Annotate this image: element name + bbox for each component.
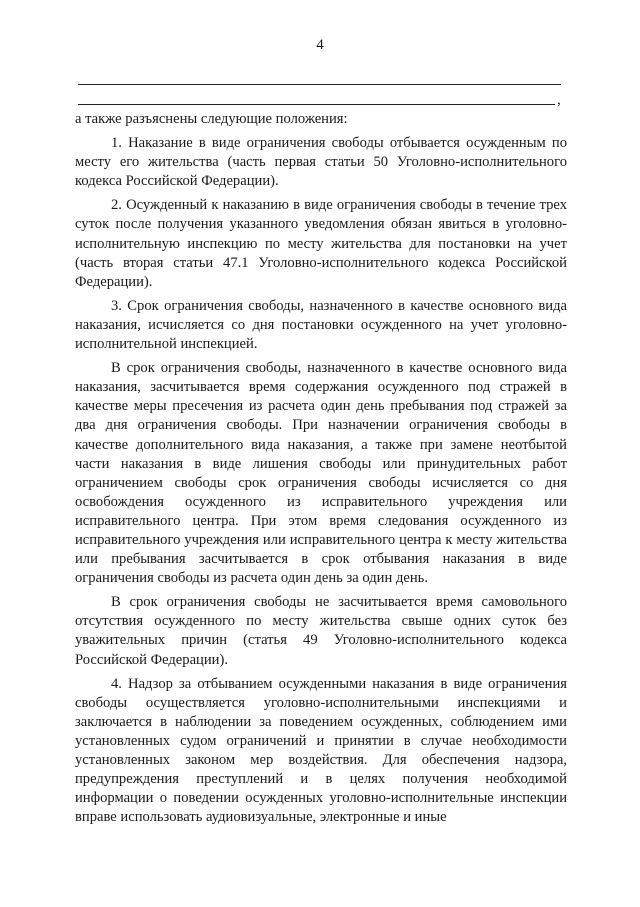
paragraph-3-absence-rule: В срок ограничения свободы не засчитывается время самовольного отсутствия осужденного по месту жительства свыше одних суток без уважительных причин (статья 49 Уголовно-исполнительного кодекса Российской Федерации). xyxy=(75,594,567,668)
intro-line: а также разъяснены следующие положения: xyxy=(75,111,348,127)
page-number: 4 xyxy=(316,37,324,53)
paragraph-1: 1. Наказание в виде ограничения свободы отбывается осужденным по месту его жительства (часть первая статьи 50 Уголовно-исполнительного кодекса Российской Федерации). xyxy=(75,135,567,190)
paragraph-3-detention-credit: В срок ограничения свободы, назначенного в качестве основного вида наказания, засчитывается время содержания осужденного под стражей в качестве меры пресечения из расчета один день пребывания под стражей за два дня ограничения свободы. При назначении ограничения свободы в качестве дополнительного вида наказания, а также при замене неотбытой части наказания в виде лишения свободы или принудительных работ ограничением свободы срок ограничения свободы исчисляется со дня освобождения осужденного из исправительного учреждения или исправительного центра. При этом время следования осужденного из исправительного учреждения или исправительного центра к месту жительства или пребывания засчитывается в срок отбывания наказания в виде ограничения свободы из расчета один день за один день. xyxy=(75,360,567,587)
blank-fill-line-1 xyxy=(78,84,561,85)
paragraph-3: 3. Срок ограничения свободы, назначенного в качестве основного вида наказания, исчисляется со дня постановки осужденного на учет уголовно-исполнительной инспекцией. xyxy=(75,297,567,353)
document-body xyxy=(75,110,567,832)
paragraph-2: 2. Осужденный к наказанию в виде ограничения свободы в течение трех суток после получения указанного уведомления обязан явиться в уголовно-исполнительную инспекцию по месту жительства для постановки на учет (часть вторая статьи 47.1 Уголовно-исполнительного кодекса Российской Федерации). xyxy=(75,197,567,290)
blank-fill-line-2 xyxy=(78,104,555,105)
trailing-comma: , xyxy=(557,92,561,108)
paragraph-4: 4. Надзор за отбыванием осужденными наказания в виде ограничения свободы осуществляется уголовно-исполнительными инспекциями и заключается в наблюдении за поведением осужденных, соблюдением ими установленных судом ограничений и принятии в случае необходимости установленных законом мер воздействия. Для обеспечения надзора, предупреждения преступлений и в целях получения необходимой информации о поведении осужденных уголовно-исполнительные инспекции вправе использовать аудиовизуальные, электронные и иные xyxy=(75,675,567,826)
